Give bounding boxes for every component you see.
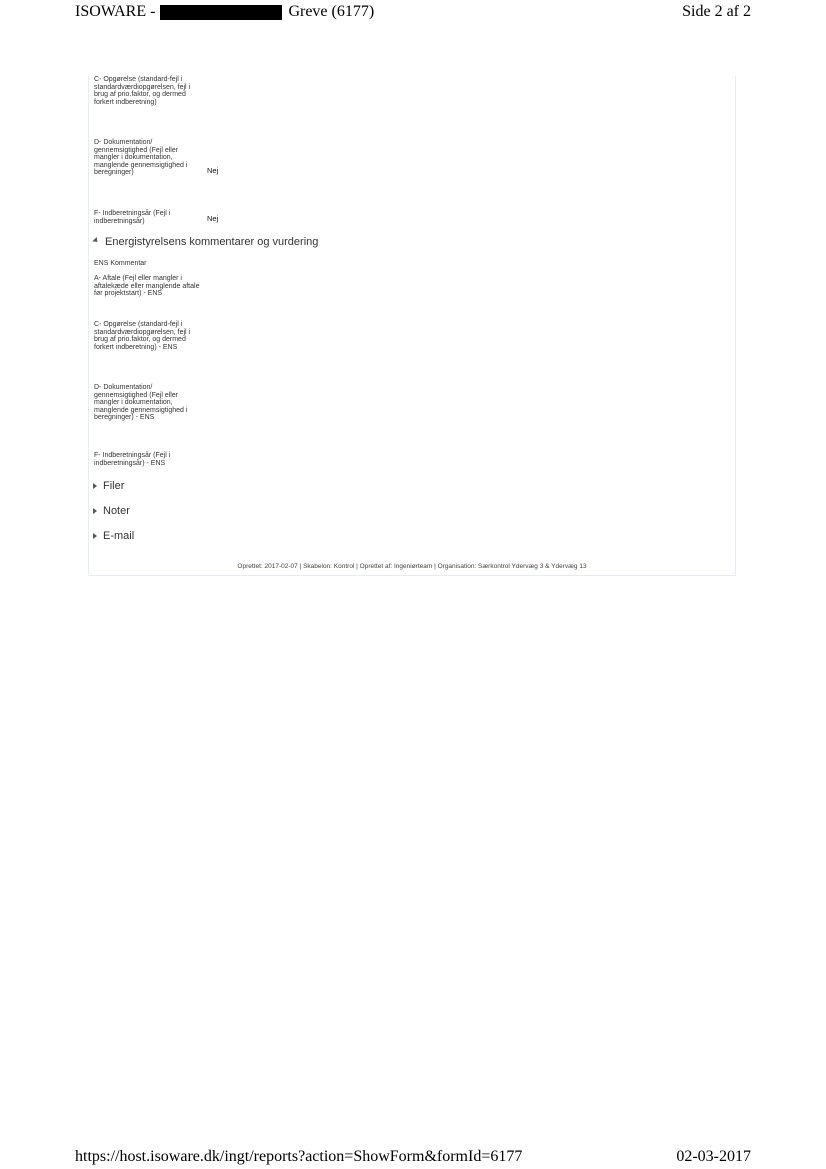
form-metadata: Oprettet: 2017-02-07 | Skabelon: Kontrol | Oprettet af: Ingeniørteam | Organisation: Særkontrol Ydervæg 3 & Ydervæg 13 [237,563,587,570]
page-number: Side 2 af 2 [682,3,751,20]
section-filer-title: Filer [103,480,125,492]
document-title [75,3,374,21]
form-panel [88,76,736,576]
triangle-down-icon [92,237,99,244]
print-footer [75,1147,751,1167]
title-prefix: ISOWARE - [75,3,156,20]
section-ens-toggle[interactable] [93,236,318,248]
page-url: https://host.isoware.dk/ingt/reports?action=ShowForm&formId=6177 [75,1148,523,1165]
triangle-right-icon [93,483,97,489]
ens-comment-label: ENS Kommentar [94,260,147,267]
section-noter-title: Noter [103,505,130,517]
print-date: 02-03-2017 [676,1148,751,1165]
section-noter-toggle[interactable] [93,505,130,517]
section-email-toggle[interactable] [93,530,134,542]
ens-row-f-indberetningsar-label: F- Indberetningsår (Fejl i indberetningsår) - ENS [94,452,171,467]
ens-row-c-opgorelse-label: C- Opgørelse (standard-fejl i standardværdiopgørelsen, fejl i brug af prio.faktor, og dermed forkert indberetning) - ENS [94,321,191,351]
title-suffix: Greve (6177) [288,3,375,20]
section-filer-toggle[interactable] [93,480,124,492]
row-d-dokumentation-value: Nej [207,166,219,175]
row-f-indberetningsar-label: F- Indberetningsår (Fejl i indberetningsår) [94,210,171,225]
row-d-dokumentation-label: D- Dokumentation/ gennemsigtighed (Fejl eller mangler i dokumentation, manglende gennemsigtighed i beregninger) [94,139,188,176]
redacted-block [160,5,282,20]
section-ens-title: Energistyrelsens kommentarer og vurdering [105,236,319,248]
triangle-right-icon [93,508,97,514]
ens-row-a-aftale-label: A- Aftale (Fejl eller mangler i aftalekæde eller manglende aftale før projektstart) - ENS [94,275,200,297]
print-header [75,2,751,22]
triangle-right-icon [93,533,97,539]
row-c-opgorelse-label: C- Opgørelse (standard-fejl i standardværdiopgørelsen, fejl i brug af prio.faktor, og dermed forkert indberetning) [94,76,191,106]
row-f-indberetningsar-value: Nej [207,214,219,223]
ens-row-d-dokumentation-label: D- Dokumentation/ gennemsigtighed (Fejl eller mangler i dokumentation, manglende gennemsigtighed i beregninger) - ENS [94,384,188,421]
section-email-title: E-mail [103,530,135,542]
